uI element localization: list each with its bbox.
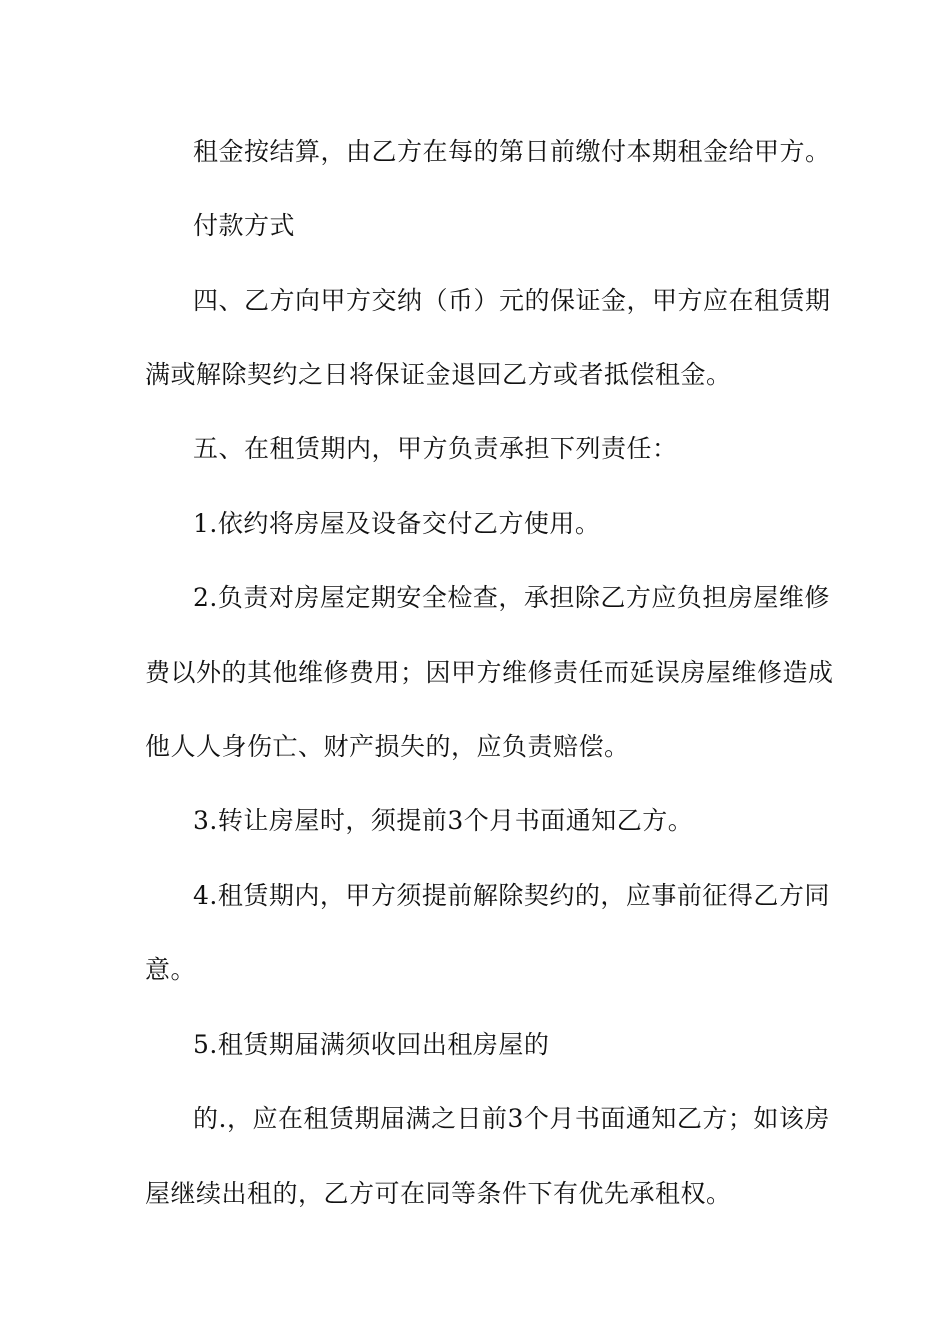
list-item: 4.租赁期内，甲方须提前解除契约的，应事前征得乙方同 — [193, 881, 830, 910]
paragraph-line: 屋继续出租的，乙方可在同等条件下有优先承租权。 — [145, 1179, 732, 1208]
paragraph-line: 的.，应在租赁期届满之日前3个月书面通知乙方；如该房 — [193, 1104, 830, 1133]
paragraph-line: 他人人身伤亡、财产损失的，应负责赔偿。 — [145, 732, 630, 761]
paragraph-line: 五、在租赁期内，甲方负责承担下列责任： — [193, 434, 678, 463]
list-item: 2.负责对房屋定期安全检查，承担除乙方应负担房屋维修 — [193, 583, 830, 612]
paragraph-line: 租金按结算，由乙方在每的第日前缴付本期租金给甲方。 — [193, 137, 831, 166]
list-item: 5.租赁期届满须收回出租房屋的 — [193, 1030, 550, 1059]
section-heading-payment: 付款方式 — [193, 211, 296, 240]
paragraph-line: 满或解除契约之日将保证金退回乙方或者抵偿租金。 — [145, 360, 732, 389]
paragraph-line: 意。 — [145, 955, 197, 984]
list-item: 3.转让房屋时，须提前3个月书面通知乙方。 — [193, 806, 694, 835]
paragraph-line: 四、乙方向甲方交纳（币）元的保证金，甲方应在租赁期 — [193, 286, 831, 315]
paragraph-line: 费以外的其他维修费用；因甲方维修责任而延误房屋维修造成 — [145, 658, 834, 687]
list-item: 1.依约将房屋及设备交付乙方使用。 — [193, 509, 601, 538]
